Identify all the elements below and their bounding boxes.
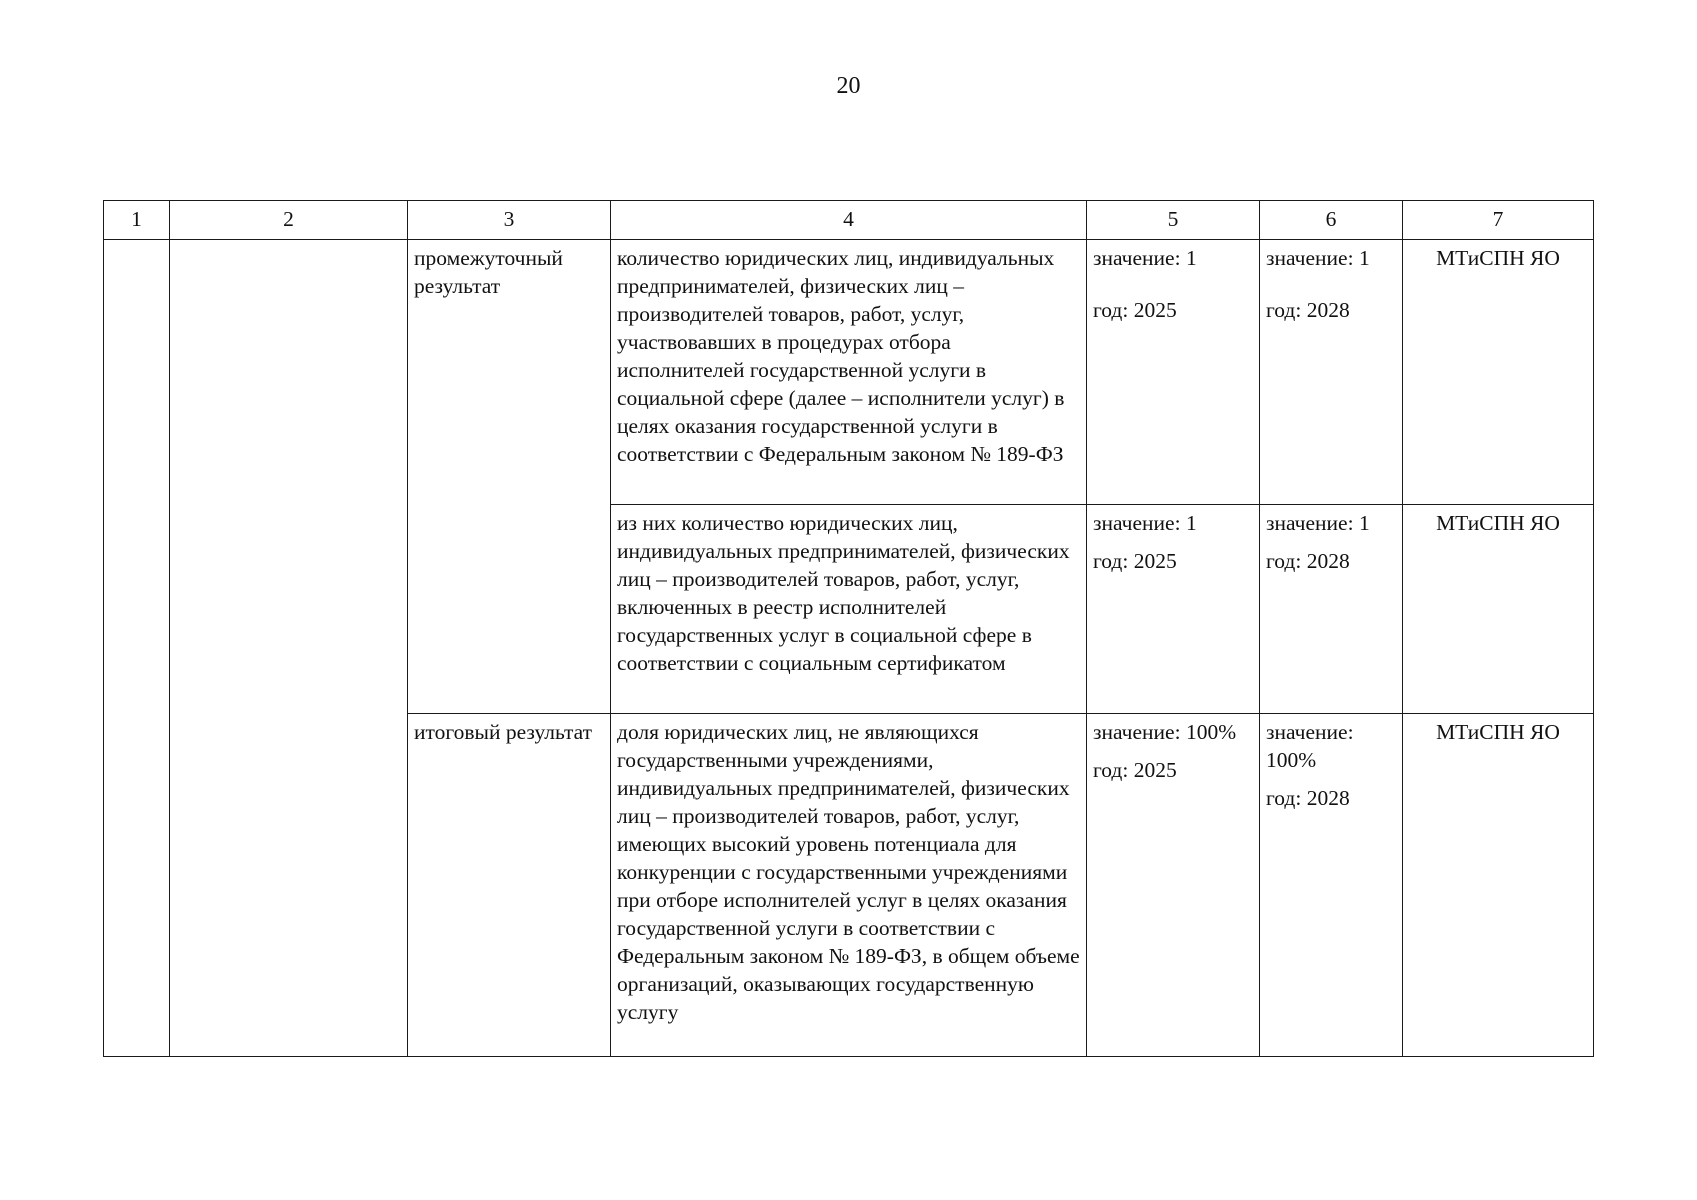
base-year: год: 2025 — [1093, 549, 1177, 573]
empty-cell-col-2 — [170, 240, 408, 1057]
column-number-3: 3 — [408, 201, 611, 240]
target-value-cell — [1260, 505, 1403, 714]
column-number-row — [104, 201, 1594, 240]
responsible-cell: МТиСПН ЯО — [1403, 714, 1594, 1057]
empty-cell-col-1 — [104, 240, 170, 1057]
target-value: значение: 100% — [1266, 720, 1354, 772]
result-type-cell: промежуточный результат — [408, 240, 611, 714]
target-value: значение: 1 — [1266, 511, 1370, 535]
indicator-cell: количество юридических лиц, индивидуальных предпринимателей, физических лиц – производителей товаров, работ, услуг, участвовавших в процедурах отбора исполнителей государственной услуги в социальной сфере (далее – исполнители услуг) в целях оказания государственной услуги в соответствии с Федеральным законом № 189-ФЗ — [611, 240, 1087, 505]
base-value-cell — [1087, 240, 1260, 505]
base-value: значение: 1 — [1093, 246, 1197, 270]
indicators-table — [103, 200, 1594, 1057]
column-number-4: 4 — [611, 201, 1087, 240]
target-value-cell — [1260, 714, 1403, 1057]
base-value: значение: 100% — [1093, 720, 1237, 744]
responsible-cell: МТиСПН ЯО — [1403, 505, 1594, 714]
indicator-cell: из них количество юридических лиц, индивидуальных предпринимателей, физических лиц – производителей товаров, работ, услуг, включенных в реестр исполнителей государственных услуг в социальной сфере в соответствии с социальным сертификатом — [611, 505, 1087, 714]
indicator-cell: доля юридических лиц, не являющихся государственными учреждениями, индивидуальных предпринимателей, физических лиц – производителей товаров, работ, услуг, имеющих высокий уровень потенциала для конкуренции с государственными учреждениями при отборе исполнителей услуг в целях оказания государственной услуги в соответствии с Федеральным законом № 189-ФЗ, в общем объеме организаций, оказывающих государственную услугу — [611, 714, 1087, 1057]
target-year: год: 2028 — [1266, 298, 1350, 322]
result-type-cell: итоговый результат — [408, 714, 611, 1057]
column-number-6: 6 — [1260, 201, 1403, 240]
responsible-cell: МТиСПН ЯО — [1403, 240, 1594, 505]
base-value-cell — [1087, 505, 1260, 714]
target-year: год: 2028 — [1266, 786, 1350, 810]
target-year: год: 2028 — [1266, 549, 1350, 573]
column-number-7: 7 — [1403, 201, 1594, 240]
column-number-2: 2 — [170, 201, 408, 240]
base-value-cell — [1087, 714, 1260, 1057]
base-year: год: 2025 — [1093, 758, 1177, 782]
base-value: значение: 1 — [1093, 511, 1197, 535]
target-value-cell — [1260, 240, 1403, 505]
column-number-1: 1 — [104, 201, 170, 240]
base-year: год: 2025 — [1093, 298, 1177, 322]
table-row — [104, 240, 1594, 505]
target-value: значение: 1 — [1266, 246, 1370, 270]
page-number: 20 — [836, 73, 861, 99]
column-number-5: 5 — [1087, 201, 1260, 240]
